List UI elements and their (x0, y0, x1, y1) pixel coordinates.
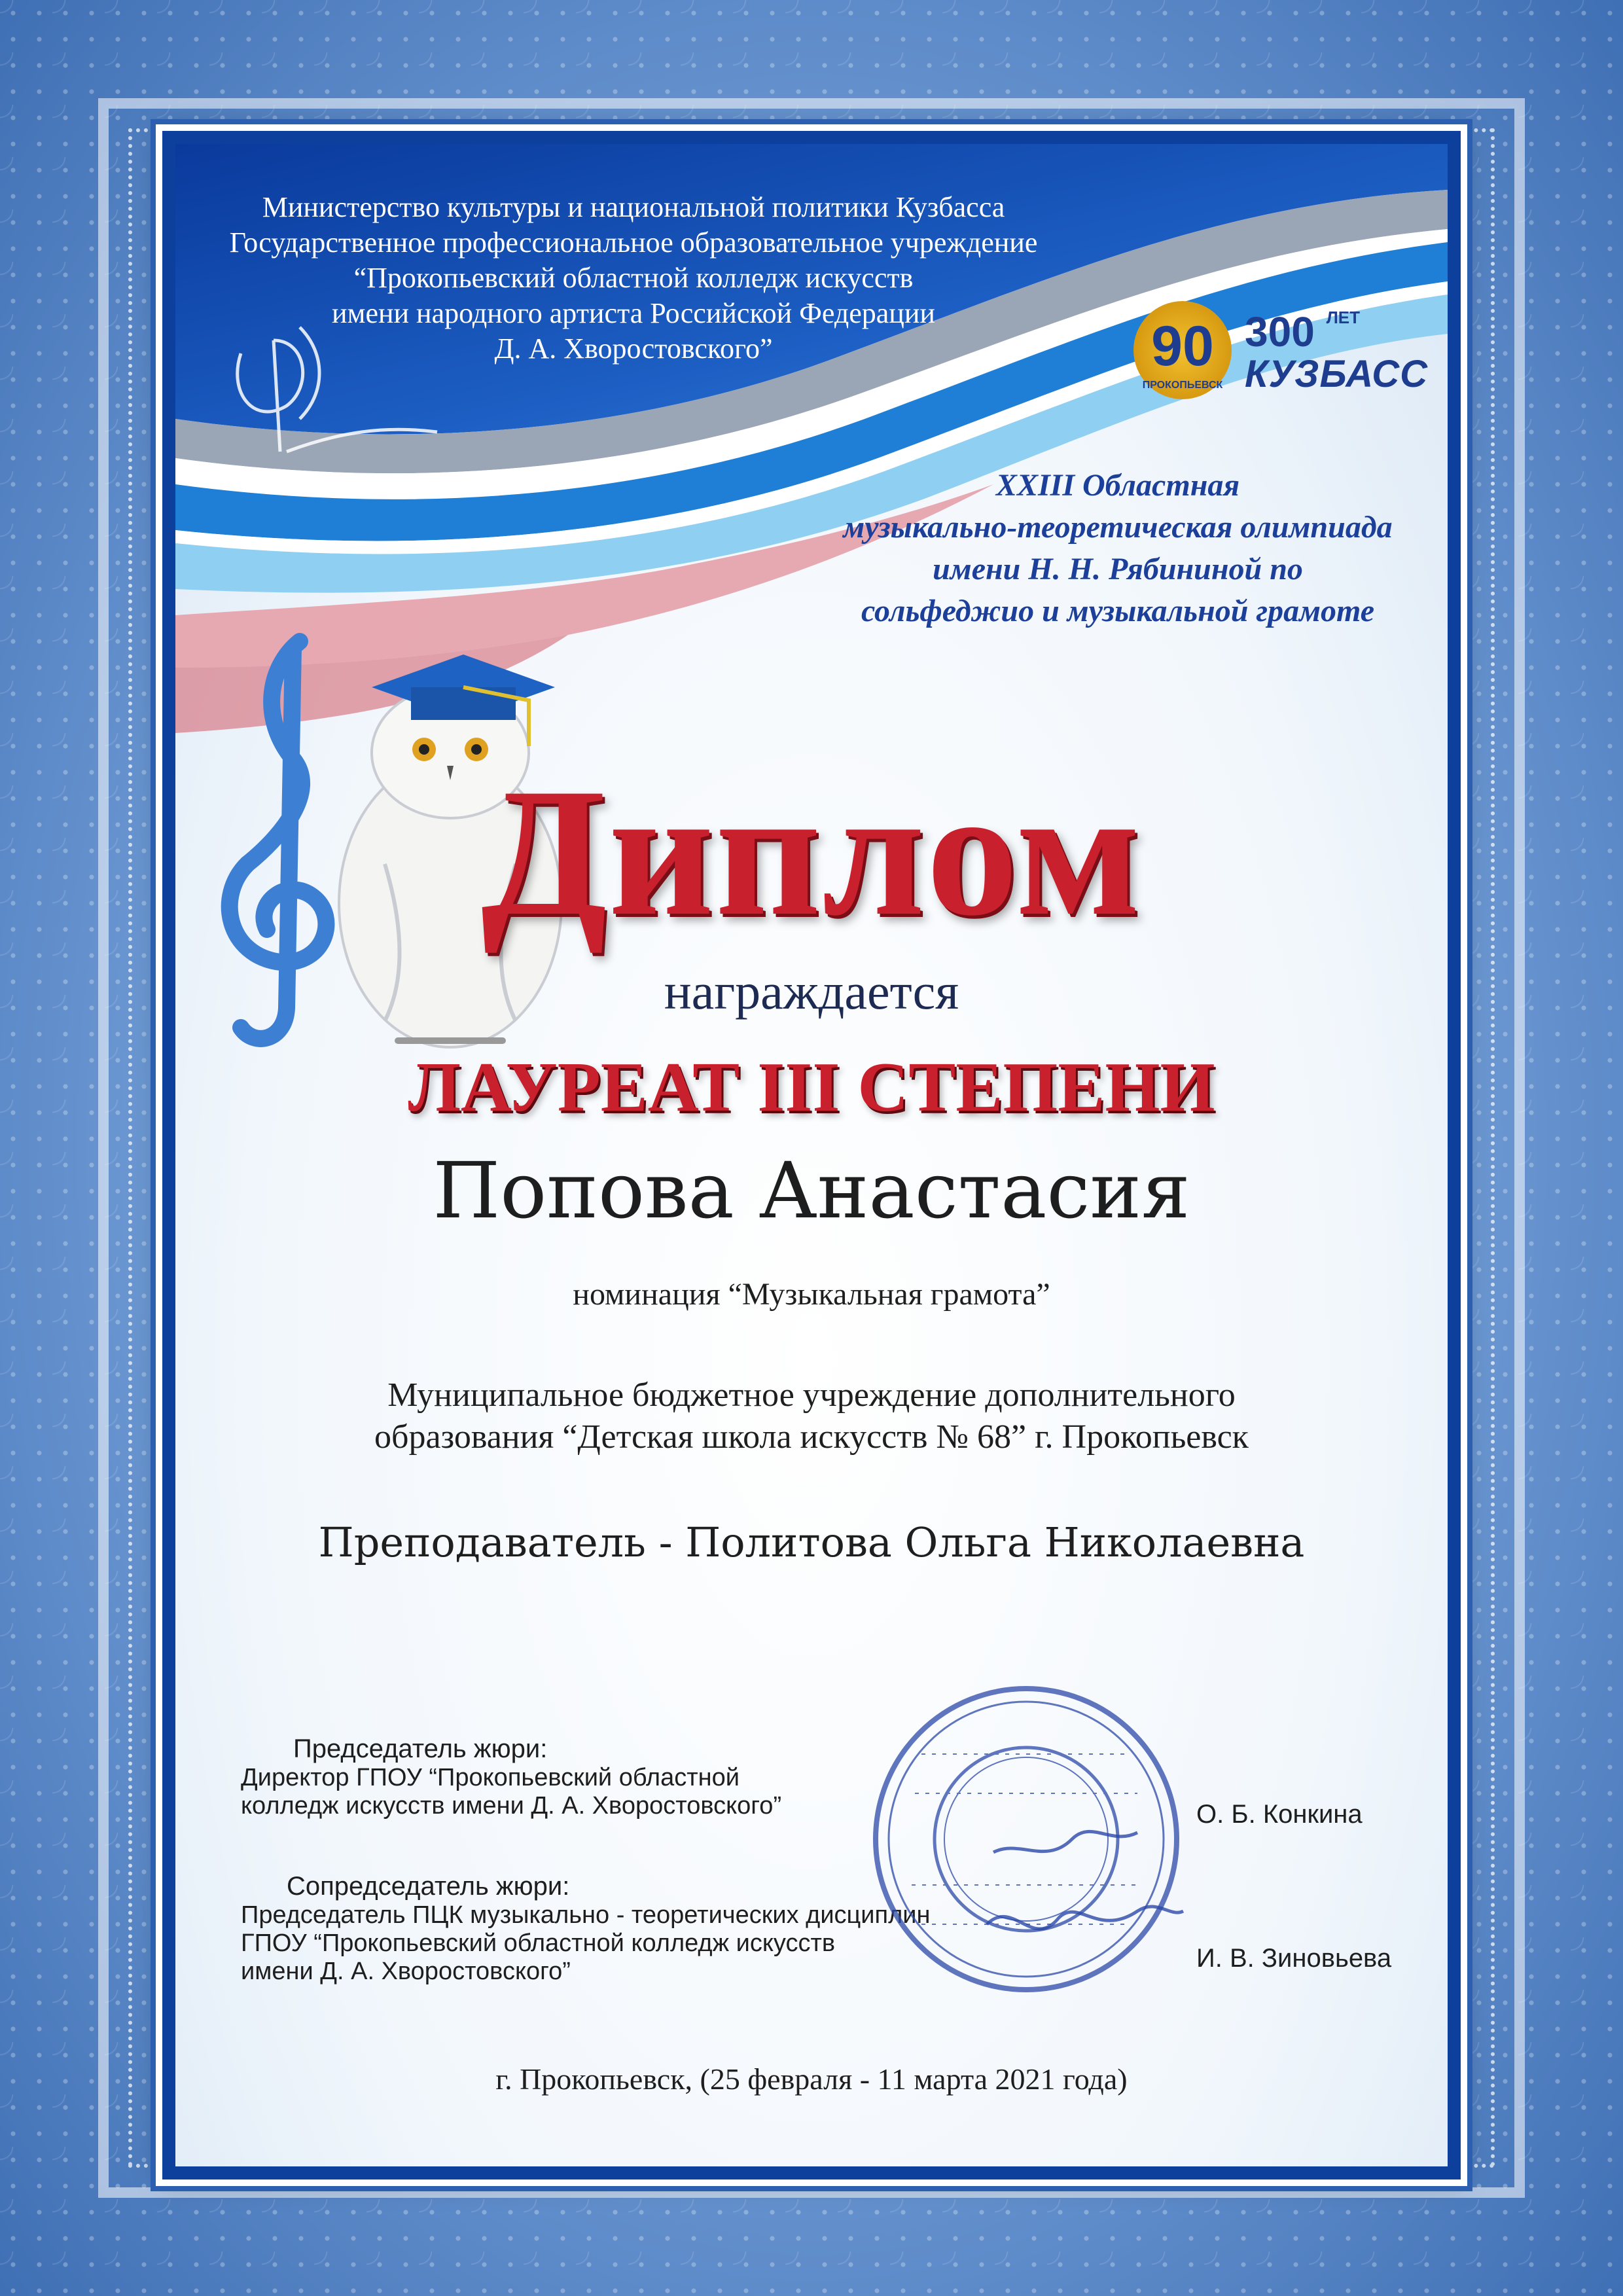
jury-chair-name: О. Б. Конкина (1196, 1800, 1363, 1829)
olympiad-line: музыкально-теоретическая олимпиада (843, 510, 1393, 545)
awarded-text: награждается (664, 963, 959, 1020)
laureate-degree: ЛАУРЕАТ III СТЕПЕНИ (408, 1049, 1215, 1126)
footer-place-date: г. Прокопьевск, (25 февраля - 11 марта 2021 года) (495, 2062, 1128, 2096)
organization-line: “Прокопьевский областной колледж искусств (353, 262, 914, 294)
institution-line: Муниципальное бюджетное учреждение дополнительного (387, 1376, 1236, 1414)
diploma-frame (162, 131, 1461, 2179)
organization-line: имени народного артиста Российской Федерации (332, 297, 935, 329)
jury-cochair-title: Сопредседатель жюри: (287, 1872, 570, 1901)
anniversary-90-logo (1133, 301, 1232, 399)
olympiad-line: сольфеджио и музыкальной грамоте (861, 594, 1375, 628)
jury-cochair-line: имени Д. А. Хворостовского” (241, 1958, 571, 1985)
anniversary-number: 90 (1151, 315, 1214, 378)
organization-line: Государственное профессиональное образовательное учреждение (229, 226, 1038, 259)
kuzbass-300-logo (1245, 308, 1429, 399)
diploma-sheet (175, 144, 1448, 2166)
jury-cochair-line: Председатель ПЦК музыкально - теоретических дисциплин (241, 1901, 931, 1929)
organization-header (175, 190, 1092, 367)
jury-chair-line: Директор ГПОУ “Прокопьевский областной (241, 1764, 740, 1791)
olympiad-line: имени Н. Н. Рябининой по (933, 552, 1303, 586)
organization-line: Д. А. Хворостовского” (494, 332, 773, 365)
kuzbass-years: ЛЕТ (1326, 308, 1361, 327)
kuzbass-number: 300 (1245, 308, 1315, 355)
diploma-title: Диплом (481, 750, 1142, 954)
jury-chair-title: Председатель жюри: (293, 1734, 548, 1763)
institution-text (175, 1374, 1448, 1458)
institution-line: образования “Детская школа искусств № 68” г. Прокопьевск (374, 1418, 1249, 1456)
anniversary-city: ПРОКОПЬЕВСК (1142, 380, 1223, 391)
organization-line: Министерство культуры и национальной политики Кузбасса (262, 191, 1005, 223)
logos-group (1133, 281, 1429, 412)
olympiad-title (764, 465, 1448, 632)
recipient-name: Попова Анастасия (433, 1145, 1190, 1236)
jury-chair-line: колледж искусств имени Д. А. Хворостовского” (241, 1792, 782, 1820)
kuzbass-name: КУЗБАСС (1245, 353, 1429, 395)
official-stamp (863, 1676, 1190, 2003)
jury-cochair-line: ГПОУ “Прокопьевский областной колледж искусств (241, 1929, 836, 1957)
nomination-text: номинация “Музыкальная грамота” (573, 1277, 1050, 1312)
jury-cochair-block (241, 1872, 931, 1986)
jury-chair-block (241, 1734, 781, 1820)
olympiad-line: XXIII Областная (995, 468, 1240, 503)
jury-cochair-name: И. В. Зиновьева (1196, 1944, 1392, 1973)
teacher-text: Преподаватель - Политова Ольга Николаевна (318, 1518, 1305, 1566)
